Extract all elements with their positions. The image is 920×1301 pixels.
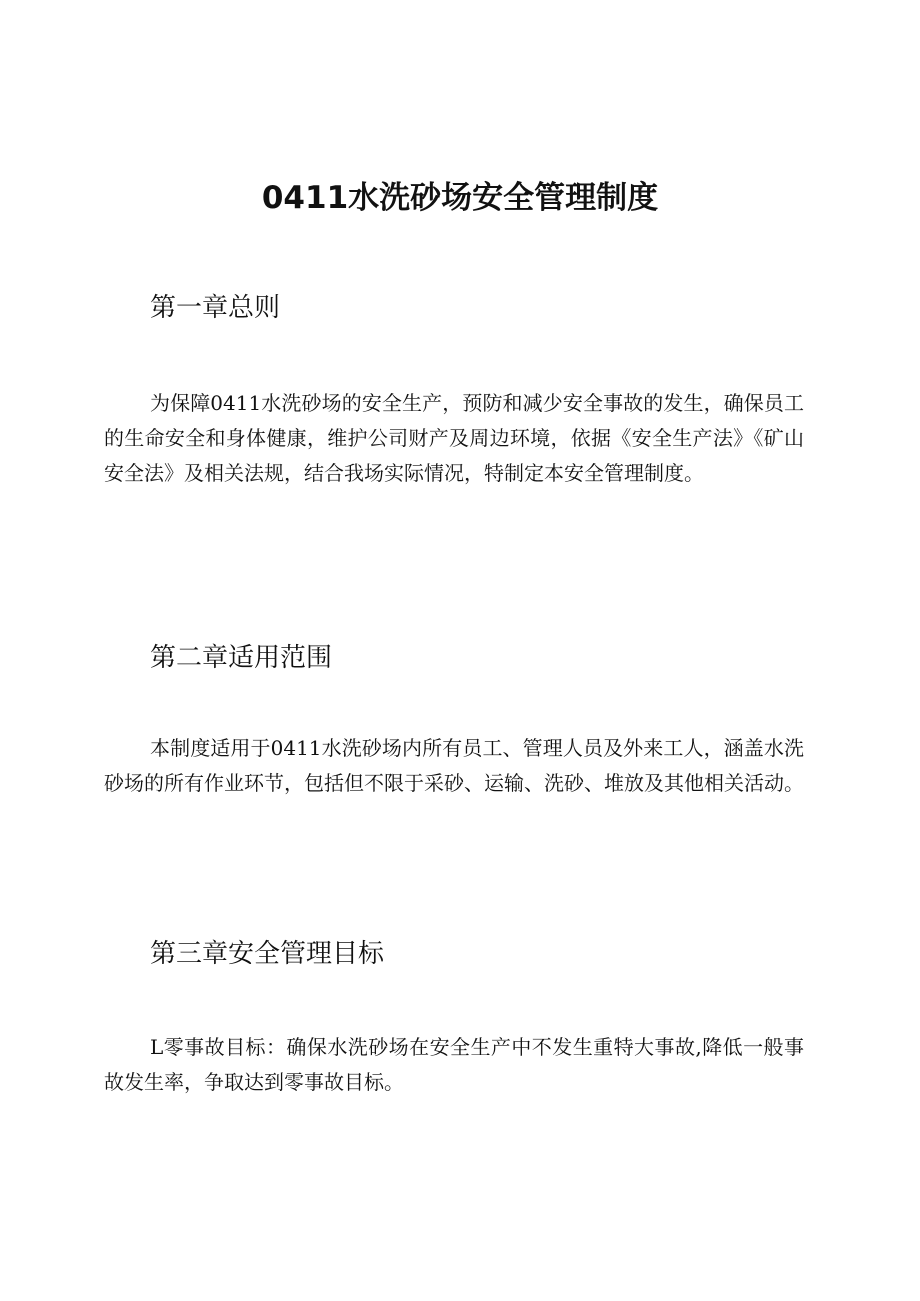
chapter-paragraph-safety-goals: L零事故目标：确保水洗砂场在安全生产中不发生重特大事故,降低一般事故发生率，争取达到零事故目标。 [104,1035,804,1094]
chapter-paragraph-general: 为保障0411水洗砂场的安全生产，预防和减少安全事故的发生，确保员工的生命安全和身体健康，维护公司财产及周边环境，依据《安全生产法》《矿山安全法》及相关法规，结合我场实际情况，特制定本安全管理制度。 [104,391,804,485]
chapter-heading-general: 第一章总则 [150,293,281,323]
document-title: 0411水洗砂场安全管理制度 [261,180,659,216]
chapter-heading-scope: 第二章适用范围 [150,643,333,673]
chapter-paragraph-scope: 本制度适用于0411水洗砂场内所有员工、管理人员及外来工人，涵盖水洗砂场的所有作业环节，包括但不限于采砂、运输、洗砂、堆放及其他相关活动。 [104,736,804,795]
chapter-heading-safety-goals: 第三章安全管理目标 [150,939,385,969]
